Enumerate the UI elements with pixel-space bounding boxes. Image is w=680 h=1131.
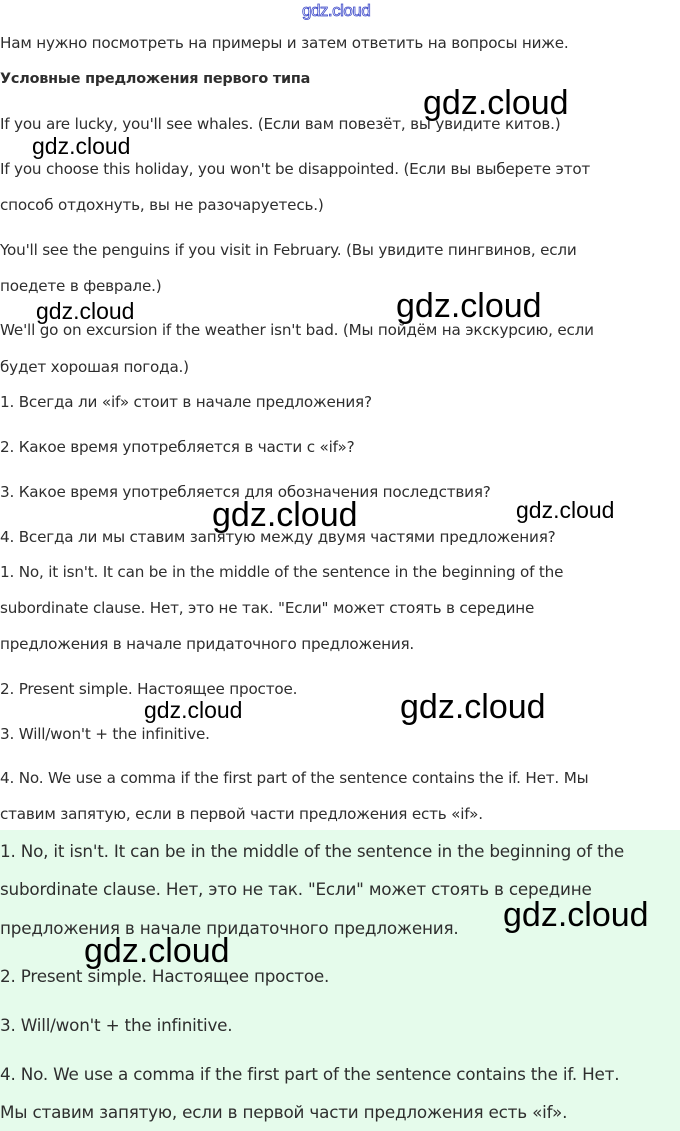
- question-line: 3. Какое время употребляется для обозначения последствия?: [0, 483, 491, 501]
- highlighted-answer-line: subordinate clause. Нет, это не так. "Если" может стоять в середине: [0, 879, 592, 899]
- watermark: gdz.cloud: [212, 496, 358, 534]
- answer-line: ставим запятую, если в первой части предложения есть «if».: [0, 805, 483, 823]
- question-line: 2. Какое время употребляется в части с «if»?: [0, 438, 355, 456]
- watermark: gdz.cloud: [516, 497, 615, 523]
- intro-text: Нам нужно посмотреть на примеры и затем ответить на вопросы ниже.: [0, 34, 569, 52]
- watermark: gdz.cloud: [32, 133, 131, 159]
- example-line: способ отдохнуть, вы не разочаруетесь.): [0, 196, 324, 214]
- example-line: If you choose this holiday, you won't be disappointed. (Если вы выберете этот: [0, 160, 591, 178]
- example-line: будет хорошая погода.): [0, 358, 189, 376]
- example-line: If you are lucky, you'll see whales. (Если вам повезёт, вы увидите китов.): [0, 115, 561, 133]
- question-line: 4. Всегда ли мы ставим запятую между двумя частями предложения?: [0, 528, 556, 546]
- section-heading: Условные предложения первого типа: [0, 71, 311, 87]
- watermark: gdz.cloud: [84, 932, 230, 970]
- example-line: поедете в феврале.): [0, 277, 162, 295]
- answer-line: subordinate clause. Нет, это не так. "Если" может стоять в середине: [0, 599, 535, 617]
- watermark: gdz.cloud: [423, 84, 569, 122]
- highlighted-answer-line: 3. Will/won't + the infinitive.: [0, 1015, 233, 1035]
- answer-line: 3. Will/won't + the infinitive.: [0, 725, 210, 743]
- highlighted-answer-line: Мы ставим запятую, если в первой части предложения есть «if».: [0, 1102, 568, 1122]
- watermark: gdz.cloud: [36, 298, 135, 324]
- answer-line: 2. Present simple. Настоящее простое.: [0, 680, 298, 698]
- watermark: gdz.cloud: [400, 688, 546, 726]
- highlighted-answer-line: 1. No, it isn't. It can be in the middle of the sentence in the beginning of the: [0, 841, 625, 861]
- watermark: gdz.cloud: [503, 896, 649, 934]
- site-mark: gdz.cloud: [302, 1, 371, 20]
- watermark: gdz.cloud: [144, 697, 243, 723]
- example-line: You'll see the penguins if you visit in February. (Вы увидите пингвинов, если: [0, 241, 577, 259]
- example-line: We'll go on excursion if the weather isn't bad. (Мы пойдём на экскурсию, если: [0, 321, 594, 339]
- answer-line: 1. No, it isn't. It can be in the middle of the sentence in the beginning of the: [0, 563, 564, 581]
- answer-line: 4. No. We use a comma if the first part of the sentence contains the if. Нет. Мы: [0, 769, 589, 787]
- question-line: 1. Всегда ли «if» стоит в начале предложения?: [0, 393, 372, 411]
- highlighted-answer-line: 2. Present simple. Настоящее простое.: [0, 966, 330, 986]
- answer-line: предложения в начале придаточного предложения.: [0, 635, 415, 653]
- highlighted-answer-box: [0, 830, 680, 1131]
- watermark: gdz.cloud: [396, 287, 542, 325]
- highlighted-answer-line: 4. No. We use a comma if the first part of the sentence contains the if. Нет.: [0, 1064, 620, 1084]
- highlighted-answer-line: предложения в начале придаточного предложения.: [0, 918, 459, 938]
